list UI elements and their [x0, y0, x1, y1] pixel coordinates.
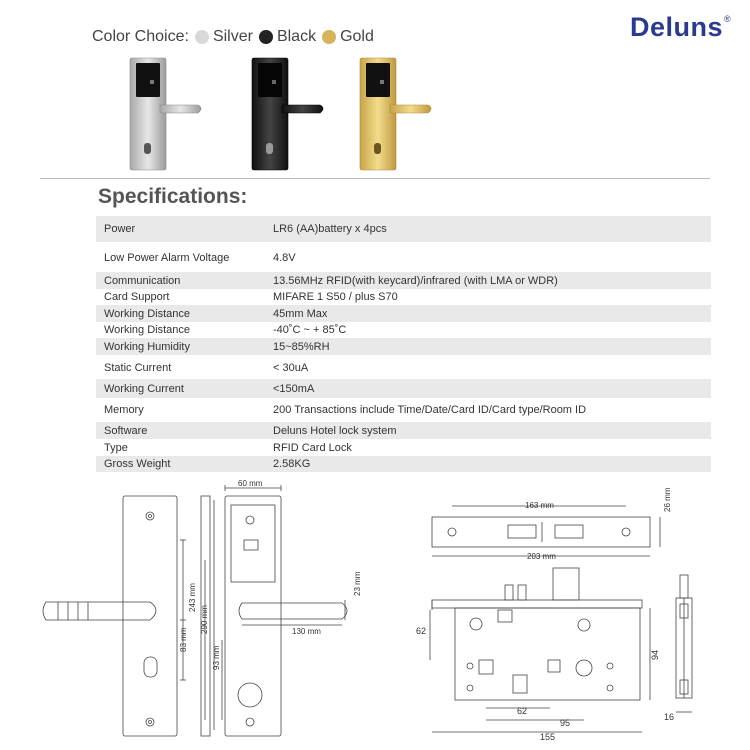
dim-60mm: 60 mm	[238, 479, 263, 488]
spec-row	[96, 289, 711, 305]
mortise-body-drawing	[430, 568, 650, 732]
spec-value: 2.58KG	[273, 458, 311, 470]
spec-label: Working Distance	[104, 324, 190, 336]
color-option-gold: Gold	[340, 28, 374, 45]
silver-lock-image	[130, 58, 201, 170]
spec-row	[96, 379, 711, 398]
spec-value: 13.56MHz RFID(with keycard)/infrared (with LMA or WDR)	[273, 274, 558, 287]
color-option-silver: Silver	[212, 28, 253, 45]
faceplate-drawing	[432, 506, 660, 556]
mortise-side-drawing	[676, 575, 692, 712]
spec-row	[96, 305, 711, 322]
spec-label: Communication	[104, 274, 181, 287]
dim-203mm: 203 mm	[527, 552, 556, 561]
spec-label: Static Current	[104, 361, 172, 374]
spec-row	[96, 439, 711, 456]
black-lock-image	[252, 58, 323, 170]
dim-95: 95	[560, 718, 571, 728]
spec-label: Card Support	[104, 291, 170, 303]
spec-label: Power	[104, 223, 136, 235]
brand-name: Deluns	[630, 12, 724, 42]
spec-row	[96, 338, 711, 355]
spec-row	[96, 322, 711, 338]
spec-value: 45mm Max	[273, 307, 328, 320]
dim-94: 94	[650, 649, 660, 660]
dim-130mm: 130 mm	[292, 627, 321, 636]
dim-163mm: 163 mm	[525, 501, 554, 510]
spec-row	[96, 216, 711, 242]
spec-value: <150mA	[273, 382, 315, 395]
dim-23mm: 23 mm	[353, 571, 362, 596]
spec-label: Working Distance	[104, 307, 190, 320]
spec-label: Memory	[104, 404, 144, 416]
spec-row	[96, 422, 711, 439]
spec-value: RFID Card Lock	[273, 441, 352, 454]
spec-value: 15~85%RH	[273, 340, 330, 353]
technical-drawing	[0, 478, 750, 750]
spec-row	[96, 399, 711, 421]
spec-label: Type	[104, 441, 128, 454]
spec-value: LR6 (AA)battery x 4pcs	[273, 223, 387, 235]
dim-62-horizontal: 62	[517, 706, 528, 716]
brand-registered-mark: ®	[724, 14, 732, 24]
spec-row	[96, 272, 711, 289]
silver-swatch	[195, 30, 209, 44]
section-divider	[40, 178, 710, 179]
color-option-black: Black	[276, 28, 317, 45]
brand-logo	[630, 12, 730, 43]
dim-243: 243 mm	[188, 583, 197, 612]
spec-value: Deluns Hotel lock system	[273, 424, 397, 437]
spec-row	[96, 358, 711, 377]
spec-value: MIFARE 1 S50 / plus S70	[273, 291, 398, 303]
spec-label: Gross Weight	[104, 458, 171, 470]
dim-83: 83 mm	[179, 627, 188, 652]
dim-62-vertical: 62	[416, 626, 427, 636]
side-back-view-drawing	[201, 485, 347, 736]
spec-value: < 30uA	[273, 361, 309, 374]
specifications-title: Specifications:	[98, 185, 248, 208]
spec-value: 4.8V	[273, 252, 296, 264]
dim-93mm: 93 mm	[212, 645, 221, 670]
gold-swatch	[322, 30, 336, 44]
dim-155: 155	[540, 732, 556, 742]
dim-290mm: 290 mm	[200, 605, 209, 634]
dim-16: 16	[664, 712, 675, 722]
spec-value: -40˚C ~ + 85˚C	[273, 324, 347, 336]
spec-value: 200 Transactions include Time/Date/Card ID/Card type/Room ID	[273, 404, 587, 416]
spec-label: Working Humidity	[104, 340, 190, 353]
lock-color-photos	[0, 55, 750, 175]
front-view-drawing	[43, 496, 186, 736]
spec-label: Working Current	[104, 382, 184, 395]
spec-row	[96, 456, 711, 472]
color-choice-label: Color Choice:	[92, 28, 189, 45]
spec-label: Low Power Alarm Voltage	[104, 252, 230, 264]
black-swatch	[259, 30, 273, 44]
spec-row	[96, 246, 711, 270]
color-choice	[92, 28, 374, 46]
spec-label: Software	[104, 424, 148, 437]
gold-lock-image	[360, 58, 431, 170]
dim-26mm: 26 mm	[663, 487, 672, 512]
